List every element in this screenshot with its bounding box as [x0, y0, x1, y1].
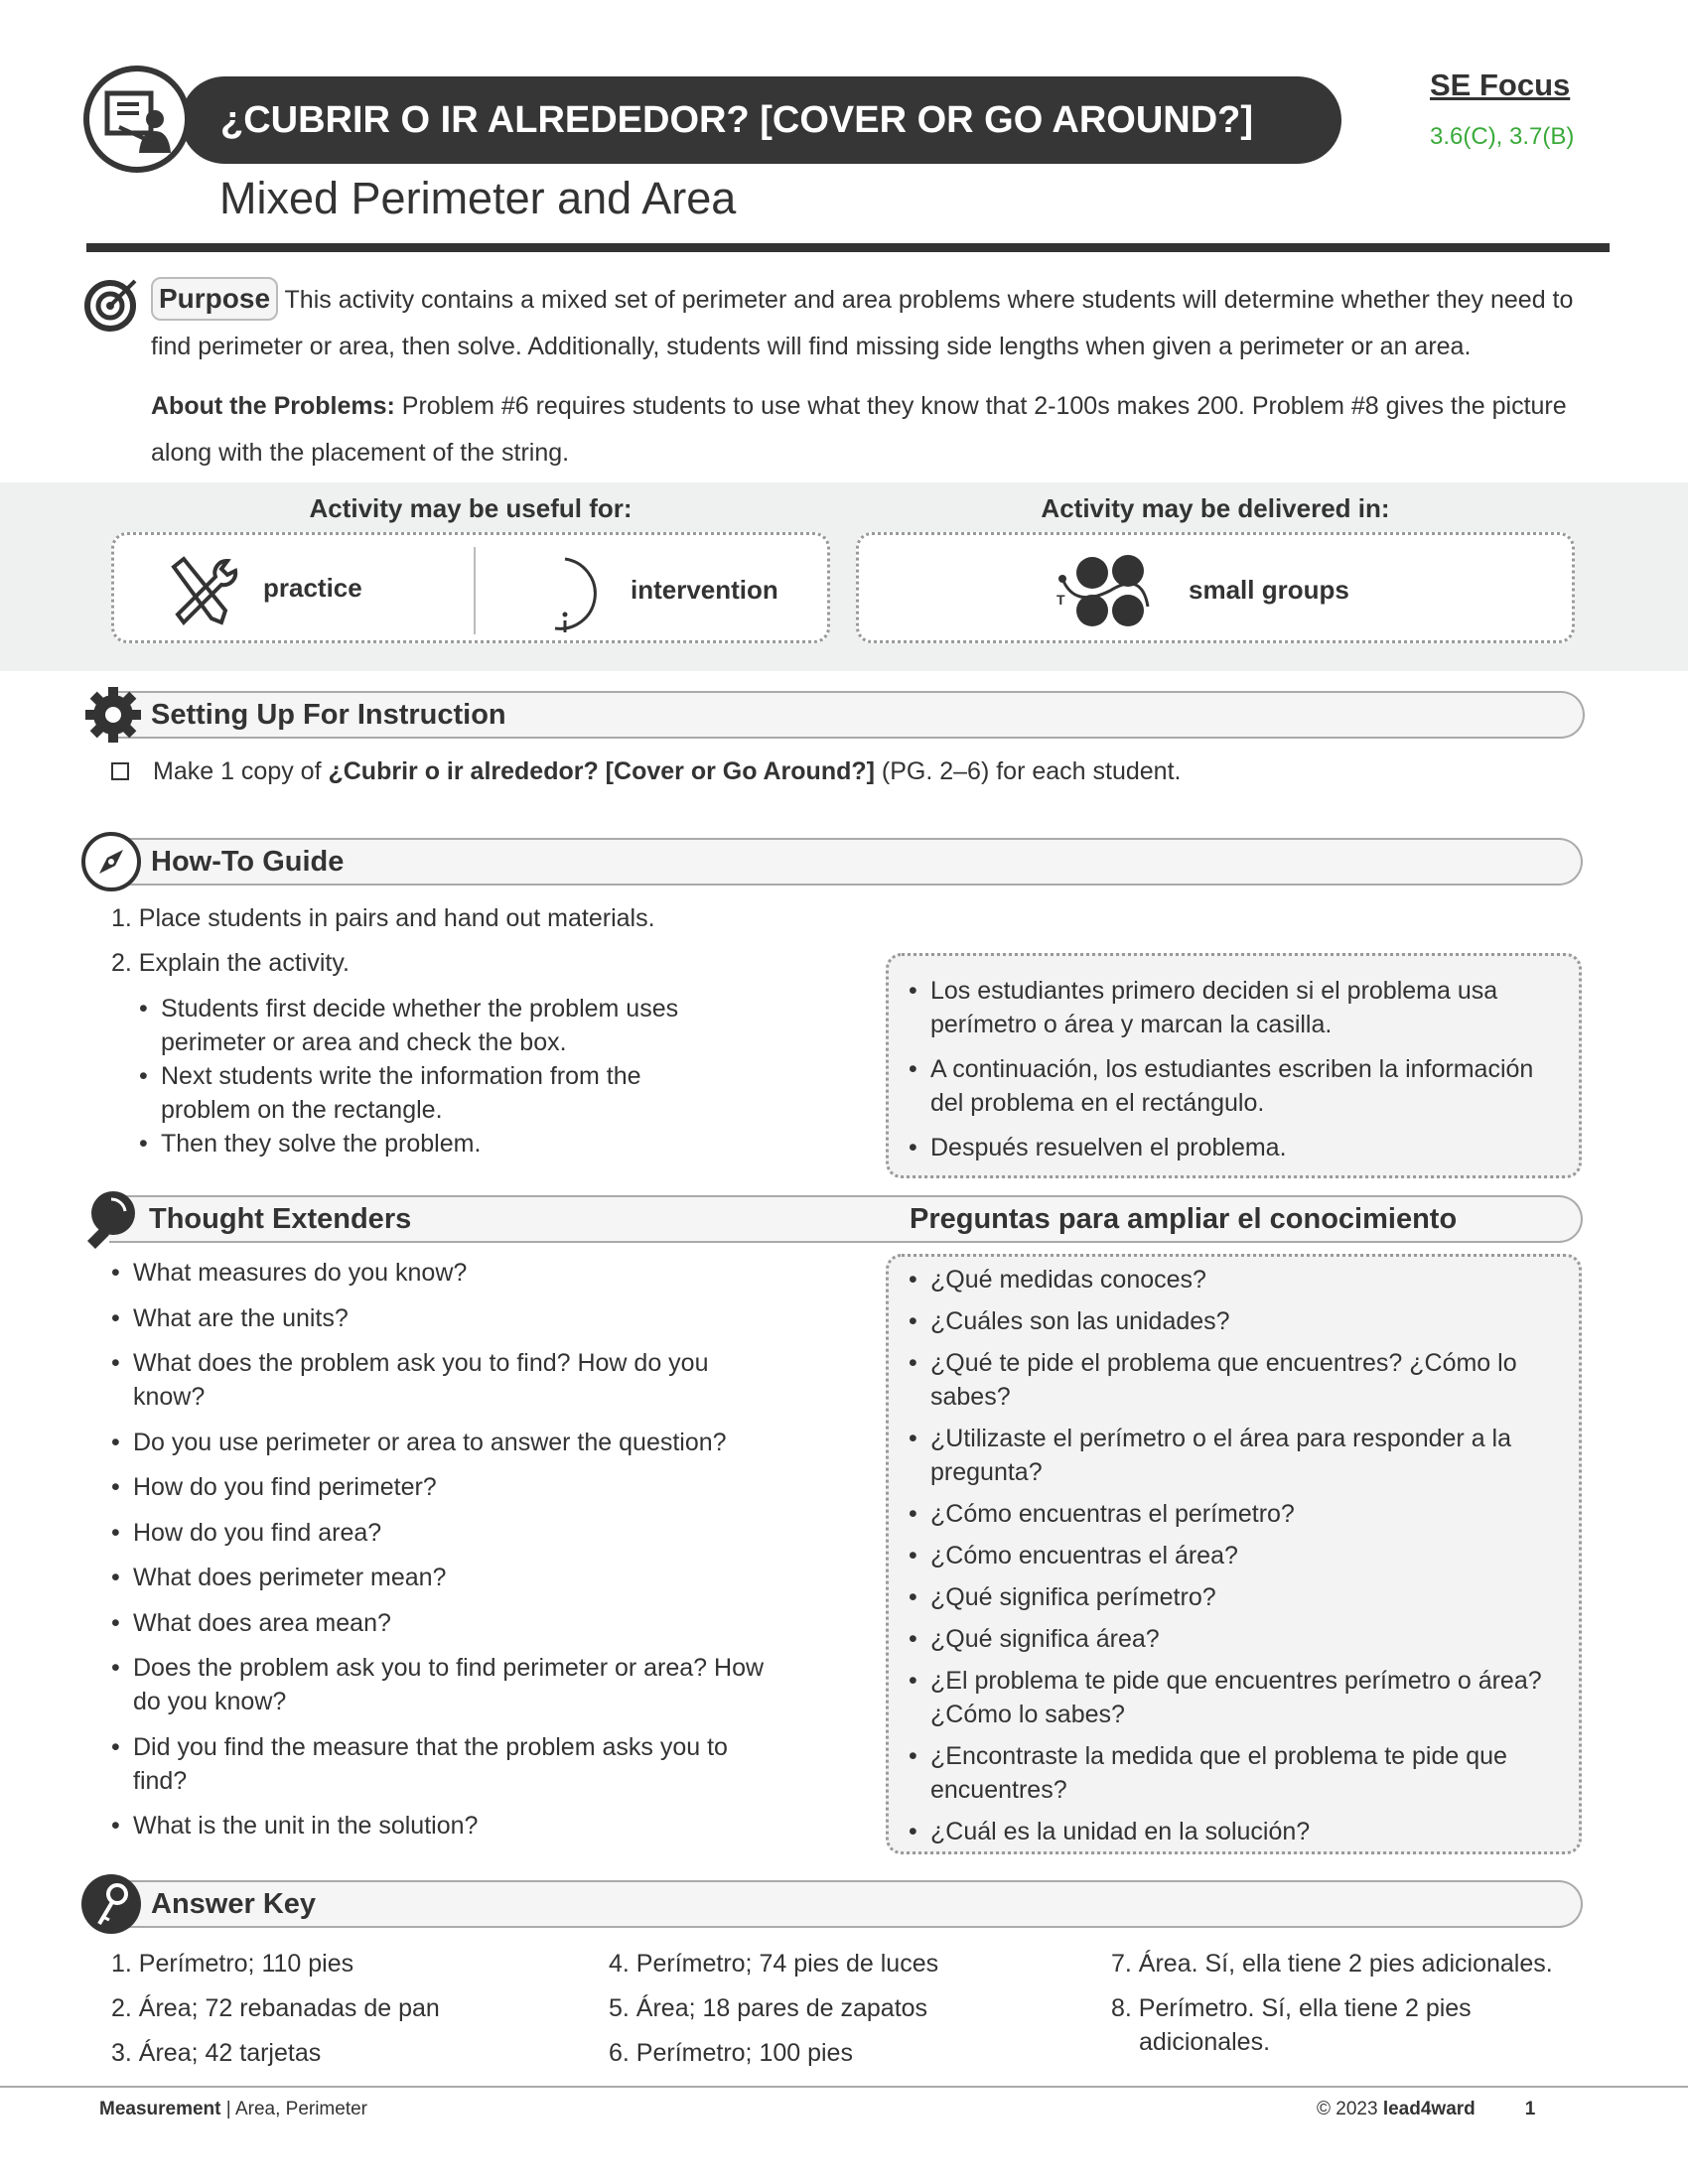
list-item: • What does perimeter mean?: [111, 1561, 767, 1594]
howto-title: How-To Guide: [151, 846, 345, 878]
thought-list: [111, 1256, 767, 1843]
lightbulb-icon: [81, 1189, 141, 1258]
activity-title: ¿CUBRIR O IR ALREDEDOR? [COVER OR GO AROUND?]: [220, 99, 1254, 141]
answer-column-2: [609, 1947, 938, 2070]
page-subtitle: Mixed Perimeter and Area: [219, 173, 737, 223]
answer-item: 6. Perímetro; 100 pies: [609, 2039, 853, 2067]
thought-spanish-box: [886, 1254, 1582, 1854]
thought-title: Thought Extenders: [149, 1203, 412, 1235]
list-item: • What is the unit in the solution?: [111, 1809, 767, 1843]
se-codes: 3.6(C), 3.7(B): [1430, 123, 1575, 150]
answer-title: Answer Key: [151, 1888, 317, 1920]
small-groups-icon: [1053, 549, 1162, 637]
list-item: • How do you find perimeter?: [111, 1470, 767, 1504]
svg-text:T: T: [1056, 592, 1065, 608]
teacher-presentation-icon: [83, 66, 191, 173]
activity-title-bar: [181, 76, 1341, 164]
list-item: • ¿Cómo encuentras el área?: [909, 1539, 1559, 1572]
list-item: • What measures do you know?: [111, 1256, 767, 1290]
howto-step: 1. Place students in pairs and hand out materials.: [111, 904, 655, 932]
target-icon: [83, 275, 141, 338]
intervention-icon: [525, 555, 605, 639]
howto-step: 2. Explain the activity.: [111, 949, 350, 977]
answer-item: 8. Perímetro. Sí, ella tiene 2 pies adicionales.: [1111, 1994, 1472, 2056]
list-item: • What does area mean?: [111, 1606, 767, 1640]
delivered-in-label: Activity may be delivered in:: [1041, 493, 1390, 523]
list-item: • Next students write the information from the problem on the rectangle.: [139, 1059, 735, 1127]
footer-left: Measurement | Area, Perimeter: [99, 2099, 367, 2119]
key-icon: [81, 1874, 141, 1934]
list-item: • Los estudiantes primero deciden si el problema usa perímetro o área y marcan la casilla.: [909, 974, 1559, 1041]
list-item: • What are the units?: [111, 1301, 767, 1335]
setup-title: Setting Up For Instruction: [151, 699, 506, 731]
footer-topics: Area, Perimeter: [234, 2099, 367, 2119]
list-item: • What does the problem ask you to find? How do you know?: [111, 1346, 767, 1414]
list-item: • ¿Qué medidas conoces?: [909, 1263, 1559, 1297]
list-item: • Did you find the measure that the problem asks you to find?: [111, 1730, 767, 1798]
answer-item: 2. Área; 72 rebanadas de pan: [111, 1994, 440, 2022]
useful-for-box: [111, 532, 830, 643]
delivered-small-groups: small groups: [1189, 575, 1349, 605]
footer-copyright: © 2023: [1317, 2099, 1378, 2119]
howto-spanish-box: [886, 953, 1582, 1178]
setup-text-title: ¿Cubrir o ir alrededor? [Cover or Go Around?]: [328, 757, 875, 785]
about-problems: [151, 383, 1591, 477]
answer-column-3: [1111, 1947, 1578, 2059]
answer-item: 1. Perímetro; 110 pies: [111, 1950, 354, 1978]
answer-item: 4. Perímetro; 74 pies de luces: [609, 1950, 939, 1978]
tools-icon: [166, 553, 241, 633]
howto-steps: [111, 901, 655, 980]
footer-divider: [0, 2086, 1688, 2088]
list-item: • Después resuelven el problema.: [909, 1131, 1559, 1164]
delivered-in-box: [856, 532, 1575, 643]
answer-item: 3. Área; 42 tarjetas: [111, 2039, 322, 2067]
se-focus-label: SE Focus: [1430, 68, 1571, 102]
list-item: • ¿Qué te pide el problema que encuentres? ¿Cómo lo sabes?: [909, 1346, 1559, 1414]
list-item: • ¿Cómo encuentras el perímetro?: [909, 1497, 1559, 1531]
setup-checkbox[interactable]: [111, 762, 129, 780]
list-item: • ¿Cuáles son las unidades?: [909, 1304, 1559, 1338]
list-item: • ¿Encontraste la medida que el problema te pide que encuentres?: [909, 1739, 1559, 1807]
footer-brand: lead4ward: [1382, 2099, 1476, 2119]
howto-bullets-es: [909, 974, 1559, 1164]
about-label: About the Problems:: [151, 392, 395, 420]
howto-header: [109, 838, 1583, 886]
about-text: Problem #6 requires students to use what they know that 2-100s makes 200. Problem #8 gives the picture along with the placement of the string.: [151, 392, 1567, 467]
list-item: • Do you use perimeter or area to answer the question?: [111, 1426, 767, 1459]
useful-practice: practice: [263, 573, 362, 603]
thought-header: [109, 1195, 1583, 1243]
footer-right: [1317, 2099, 1535, 2120]
list-item: • A continuación, los estudiantes escriben la información del problema en el rectángulo.: [909, 1052, 1559, 1120]
header-divider: [86, 243, 1610, 252]
answer-item: 5. Área; 18 pares de zapatos: [609, 1994, 928, 2022]
list-item: • Students first decide whether the problem uses perimeter or area and check the box.: [139, 992, 735, 1059]
purpose-label: Purpose: [151, 277, 278, 321]
purpose-description: This activity contains a mixed set of perimeter and area problems where students will determine whether they need to find perimeter or area, then solve. Additionally, students will find missing side lengths when given a perimeter or an area.: [151, 286, 1574, 360]
footer-strand: Measurement: [99, 2099, 221, 2119]
useful-for-label: Activity may be useful for:: [309, 493, 633, 523]
list-item: • Does the problem ask you to find perimeter or area? How do you know?: [111, 1651, 767, 1718]
answer-column-1: [111, 1947, 440, 2070]
setup-item: [111, 756, 1181, 786]
list-item: • ¿Qué significa perímetro?: [909, 1580, 1559, 1614]
gear-icon: [83, 685, 143, 750]
answer-header: [109, 1880, 1583, 1928]
list-item: • ¿Utilizaste el perímetro o el área para responder a la pregunta?: [909, 1422, 1559, 1489]
useful-divider: [474, 547, 476, 634]
page-number: 1: [1524, 2099, 1536, 2119]
setup-header: [109, 691, 1585, 739]
howto-bullets: [139, 992, 735, 1160]
setup-text-pre: Make 1 copy of: [153, 757, 329, 785]
list-item: • ¿Cuál es la unidad en la solución?: [909, 1815, 1559, 1848]
list-item: • ¿Qué significa área?: [909, 1622, 1559, 1656]
list-item: • ¿El problema te pide que encuentres perímetro o área? ¿Cómo lo sabes?: [909, 1664, 1559, 1731]
thought-list-es: [909, 1263, 1559, 1848]
purpose-text: [151, 277, 1611, 370]
setup-text-post: (PG. 2–6) for each student.: [874, 757, 1182, 785]
list-item: • How do you find area?: [111, 1516, 767, 1550]
useful-intervention: intervention: [631, 575, 778, 605]
list-item: • Then they solve the problem.: [139, 1127, 735, 1160]
thought-title-es: Preguntas para ampliar el conocimiento: [910, 1203, 1458, 1235]
compass-icon: [81, 832, 141, 891]
answer-item: 7. Área. Sí, ella tiene 2 pies adicionales.: [1111, 1950, 1553, 1978]
